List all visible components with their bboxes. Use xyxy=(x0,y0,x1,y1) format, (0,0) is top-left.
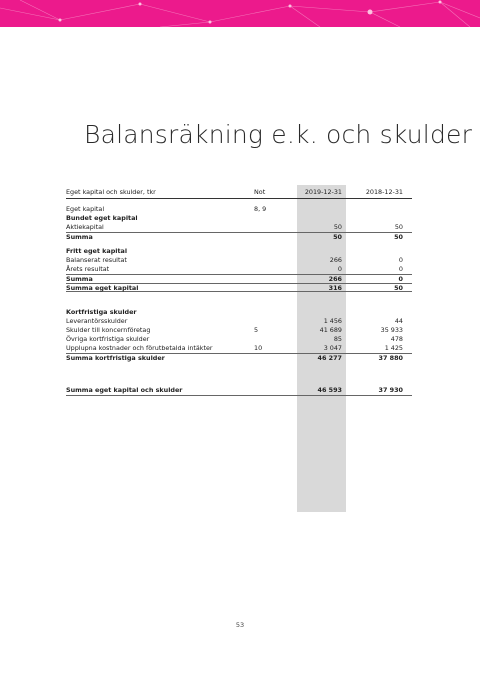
row-value-2018: 37 930 xyxy=(378,386,403,394)
table-row xyxy=(66,317,412,326)
row-label: Årets resultat xyxy=(66,265,110,273)
row-label: Summa xyxy=(66,233,93,241)
row-label: Övriga kortfristiga skulder xyxy=(66,335,150,343)
row-value-2018: 0 xyxy=(398,256,403,264)
row-value-2019: 3 047 xyxy=(323,344,342,352)
table-row xyxy=(66,344,412,353)
table-row xyxy=(66,283,412,292)
row-label: Bundet eget kapital xyxy=(66,214,138,222)
network-pattern-icon xyxy=(0,0,480,27)
table-row xyxy=(66,265,412,274)
row-value-2019: 50 xyxy=(333,223,342,231)
row-label: Aktiekapital xyxy=(66,223,104,231)
row-label: Leverantörsskulder xyxy=(66,317,128,325)
header-banner xyxy=(0,0,480,27)
row-value-2018: 35 933 xyxy=(380,326,403,334)
page-title: Balansräkning e.k. och skulder xyxy=(84,120,473,149)
table-row xyxy=(66,223,412,232)
table-row xyxy=(66,214,412,223)
row-label: Summa eget kapital och skulder xyxy=(66,386,183,394)
row-value-2019: 50 xyxy=(333,233,342,241)
row-value-2018: 1 425 xyxy=(384,344,403,352)
row-label: Upplupna kostnader och förutbetalda intäkter xyxy=(66,344,213,352)
row-label: Summa kortfristiga skulder xyxy=(66,354,165,362)
table-row xyxy=(66,386,412,396)
row-label: Skulder till koncernföretag xyxy=(66,326,151,334)
row-value-2018: 0 xyxy=(398,265,403,273)
table-row xyxy=(66,205,412,214)
balance-sheet-table xyxy=(66,185,412,396)
header-year-2018: 2018-12-31 xyxy=(365,188,403,196)
table-row xyxy=(66,326,412,335)
row-value-2018: 37 880 xyxy=(378,354,403,362)
row-not: 5 xyxy=(254,326,259,334)
page-number: 53 xyxy=(235,621,245,629)
header-not: Not xyxy=(254,188,266,196)
row-value-2018: 0 xyxy=(398,275,403,283)
header-year-2019: 2019-12-31 xyxy=(304,188,342,196)
table-row xyxy=(66,232,412,241)
header-label: Eget kapital och skulder, tkr xyxy=(66,188,156,196)
row-label: Fritt eget kapital xyxy=(66,247,128,255)
row-value-2019: 266 xyxy=(329,256,342,264)
row-not: 8, 9 xyxy=(254,205,267,213)
table-row xyxy=(66,274,412,283)
table-row xyxy=(66,247,412,256)
row-value-2019: 316 xyxy=(328,284,342,292)
row-value-2018: 44 xyxy=(394,317,403,325)
table-row xyxy=(66,335,412,344)
row-value-2019: 266 xyxy=(328,275,342,283)
row-value-2019: 46 593 xyxy=(317,386,342,394)
row-label: Eget kapital xyxy=(66,205,105,213)
row-label: Kortfristiga skulder xyxy=(66,308,137,316)
row-value-2018: 50 xyxy=(394,223,403,231)
row-not: 10 xyxy=(254,344,263,352)
row-value-2018: 478 xyxy=(390,335,403,343)
row-value-2019: 41 689 xyxy=(319,326,342,334)
table-row xyxy=(66,353,412,362)
row-value-2019: 85 xyxy=(333,335,342,343)
row-value-2019: 1 456 xyxy=(323,317,342,325)
table-row xyxy=(66,308,412,317)
row-label: Balanserat resultat xyxy=(66,256,127,264)
table-row xyxy=(66,256,412,265)
row-label: Summa xyxy=(66,275,93,283)
row-value-2018: 50 xyxy=(394,284,403,292)
table-header xyxy=(66,185,412,199)
row-label: Summa eget kapital xyxy=(66,284,139,292)
row-value-2019: 46 277 xyxy=(317,354,342,362)
row-value-2019: 0 xyxy=(337,265,342,273)
row-value-2018: 50 xyxy=(394,233,403,241)
